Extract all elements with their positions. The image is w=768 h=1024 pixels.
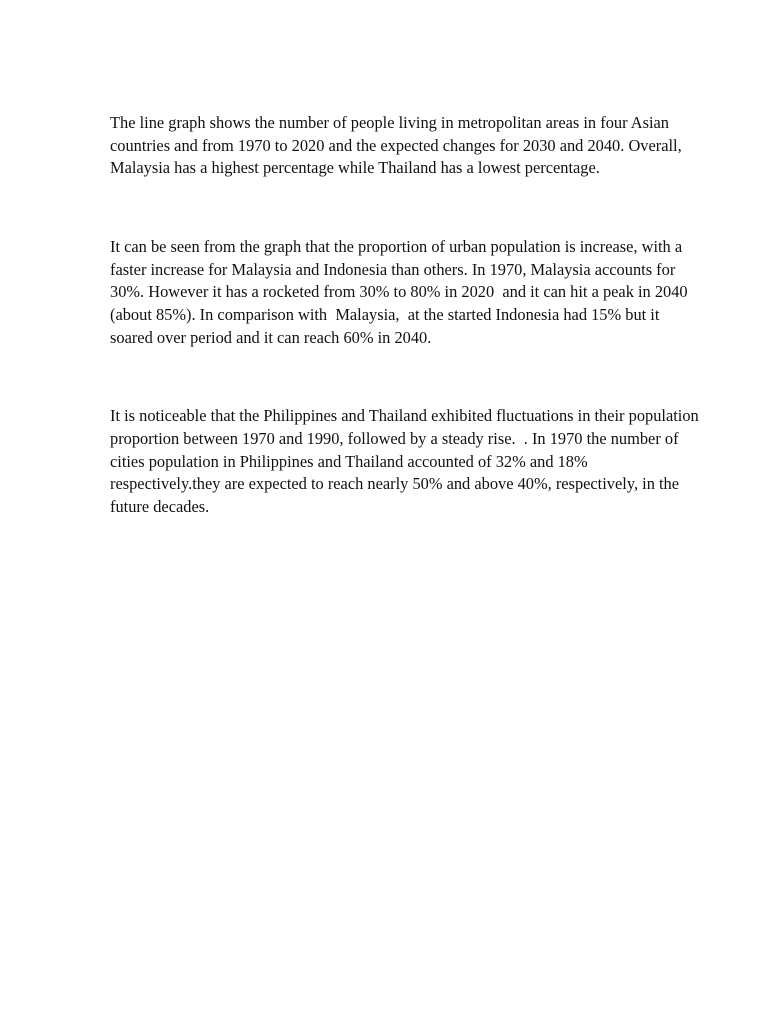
paragraph-malaysia-indonesia: It can be seen from the graph that the proportion of urban population is increase, with a faster increase for Malaysia and Indonesia than others. In 1970, Malaysia accounts for 30%. However it has a rocketed from 30% to 80% in 2020 and it can hit a peak in 2040 (about 85%). In comparison with Malaysia, at the started Indonesia had 15% but it soared over period and it can reach 60% in 2040. [110, 237, 692, 347]
paragraph-intro: The line graph shows the number of people living in metropolitan areas in four Asian countries and from 1970 to 2020 and the expected changes for 2030 and 2040. Overall, Malaysia has a highest percentage while Thailand has a lowest percentage. [110, 113, 686, 178]
paragraph-philippines-thailand: It is noticeable that the Philippines and Thailand exhibited fluctuations in their population proportion between 1970 and 1990, followed by a steady rise. . In 1970 the number of cities population in Philippines and Thailand accounted of 32% and 18% respectively.they are expected to reach nearly 50% and above 40%, respectively, in the future decades. [110, 406, 703, 516]
document-body [110, 67, 703, 574]
